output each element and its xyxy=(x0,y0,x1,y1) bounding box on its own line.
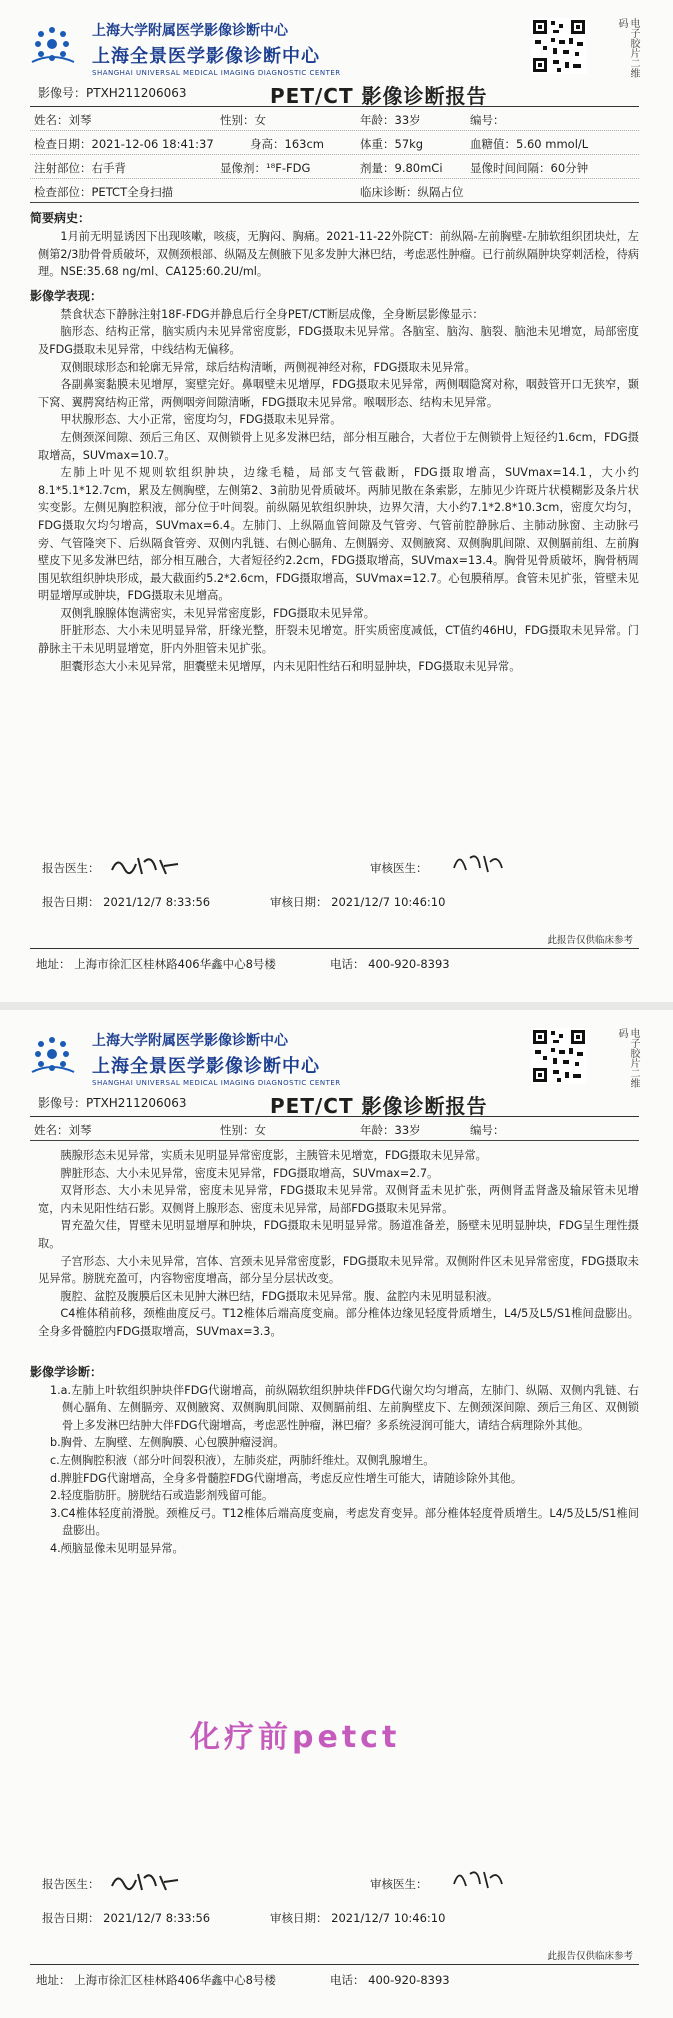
doctor-label: 报告医生： xyxy=(42,861,100,875)
patient-weight: 体重：57kg xyxy=(360,137,424,151)
imaging-interval: 显像时间间隔：60分钟 xyxy=(470,161,589,175)
finding-paragraph: 脑形态、结构正常，脑实质内未见异常密度影，FDG摄取未见异常。各脑室、脑沟、脑裂、脑池未见增宽，局部密度及FDG摄取未见异常，中线结构无偏移。 xyxy=(38,325,639,356)
image-number: 影像号：PTXH211206063 xyxy=(38,86,187,100)
patient-name: 姓名：刘琴 xyxy=(34,1123,92,1137)
dose: 剂量：9.80mCi xyxy=(360,161,443,175)
report-header xyxy=(30,1010,639,1088)
center-name-en: SHANGHAI UNIVERSAL MEDICAL IMAGING DIAGNOSTIC CENTER xyxy=(92,1079,341,1087)
university-name: 上海大学 xyxy=(92,1033,148,1049)
signature-block-1 xyxy=(30,852,639,932)
patient-info xyxy=(30,107,639,203)
info-row-1 xyxy=(30,1117,639,1140)
reviewer-label: 审核医生： xyxy=(370,861,428,875)
report-date: 报告日期： 2021/12/7 8:33:56 xyxy=(42,1911,211,1925)
footer-2-contact xyxy=(30,1966,639,2006)
patient-sex: 性别：女 xyxy=(220,1123,266,1137)
injection-site: 注射部位：右手背 xyxy=(34,161,126,175)
review-date: 审核日期： 2021/12/7 10:46:10 xyxy=(270,1911,446,1925)
impression-title: 影像学诊断： xyxy=(30,1364,103,1379)
footer-address: 地址： 上海市徐汇区桂林路406华鑫中心8号楼 xyxy=(36,957,276,971)
serial-number: 编号： xyxy=(470,113,505,127)
exam-date: 检查日期：2021-12-06 18:41:37 xyxy=(34,137,214,151)
university-sub: 附属医学影像诊断中心 xyxy=(148,23,288,39)
report-header xyxy=(30,0,639,78)
finding-paragraph: 双侧乳腺腺体饱满密实，未见异常密度影，FDG摄取未见异常。 xyxy=(60,606,375,620)
impression-list xyxy=(38,1382,639,1558)
qr-code-icon xyxy=(531,1028,587,1084)
title-row xyxy=(30,1088,639,1117)
footer-note: 此报告仅供临床参考 xyxy=(547,1951,633,1962)
patient-sex: 性别：女 xyxy=(220,113,266,127)
finding-paragraph: 脾脏形态、大小未见异常，密度未见异常，FDG摄取增高，SUVmax=2.7。 xyxy=(60,1166,439,1180)
impression-item: c.左侧胸腔积液（部分叶间裂积液），左肺炎症，两肺纤维灶。双侧乳腺增生。 xyxy=(50,1453,435,1467)
finding-paragraph: 各副鼻窦黏膜未见增厚，窦壁完好。鼻咽壁未见增厚，FDG摄取未见异常，两侧咽隐窝对称，咽鼓管开口无狭窄，颞下窝、翼腭窝结构正常，两侧咽旁间隙清晰，FDG摄取未见异常。喉咽形态、结构未见异常。 xyxy=(38,378,639,409)
clinical-diagnosis: 临床诊断：纵隔占位 xyxy=(360,185,464,199)
footer-phone: 电话： 400-920-8393 xyxy=(330,957,450,971)
image-number: 影像号：PTXH211206063 xyxy=(38,1096,187,1110)
info-row-2 xyxy=(30,131,639,155)
impression-item: 3.C4椎体轻度前滑脱。颈椎反弓。T12椎体后端高度变扁，考虑发育变异。部分椎体轻度骨质增生。L4/5及L5/S1椎间盘膨出。 xyxy=(50,1506,639,1538)
page-separator xyxy=(0,1002,673,1010)
university-name: 上海大学 xyxy=(92,23,148,39)
finding-paragraph: 胆囊形态大小未见异常，胆囊壁未见增厚，内未见阳性结石和明显肿块，FDG摄取未见异常。 xyxy=(60,659,521,673)
header-text xyxy=(92,20,341,77)
finding-paragraph: C4椎体稍前移，颈椎曲度反弓。T12椎体后端高度变扁。部分椎体边缘见轻度骨质增生，L4/5及L5/S1椎间盘膨出。全身多骨髓腔内FDG摄取增高，SUVmax=3.3。 xyxy=(38,1307,639,1338)
info-row-1 xyxy=(30,107,639,131)
findings-title: 影像学表现： xyxy=(30,288,103,303)
serial-number: 编号： xyxy=(470,1123,505,1137)
doctor-signature xyxy=(108,852,188,880)
history-text: 1月前无明显诱因下出现咳嗽，咳痰，无胸闷、胸痛。2021-11-22外院CT：前纵隔-左前胸壁-左肺软组织团块灶，左侧第2/3肋骨骨质破坏，双侧颈根部、纵隔及左侧腋下见多发肿大淋巴结，考虑恶性肿瘤。已行前纵隔肿块穿刺活检，待病理。NSE:35.68 ng/ml、CA125:60.2U/ml。 xyxy=(38,230,639,279)
impression-item: b.胸骨、左胸壁、左侧胸膜、心包膜肿瘤浸润。 xyxy=(50,1436,285,1450)
qr-label: 电子胶片二维码 xyxy=(616,18,639,78)
info-row-3 xyxy=(30,155,639,179)
impression-item: d.脾脏FDG代谢增高，全身多骨髓腔FDG代谢增高，考虑反应性增生可能大，请随诊除外其他。 xyxy=(50,1471,523,1485)
reviewer-signature xyxy=(448,848,508,878)
footer-note: 此报告仅供临床参考 xyxy=(547,935,633,946)
impression-item: 2.轻度脂肪肝。膀胱结石或造影剂残留可能。 xyxy=(50,1489,274,1503)
review-date: 审核日期： 2021/12/7 10:46:10 xyxy=(270,895,446,909)
handwritten-note: 化疗前petct xyxy=(190,1720,401,1755)
reviewer-label: 审核医生： xyxy=(370,1877,428,1891)
doctor-signature xyxy=(108,1868,188,1896)
doctor-label: 报告医生： xyxy=(42,1877,100,1891)
qr-code-icon xyxy=(531,18,587,74)
center-name-en: SHANGHAI UNIVERSAL MEDICAL IMAGING DIAGNOSTIC CENTER xyxy=(92,69,341,77)
report-title: PET/CT 影像诊断报告 xyxy=(270,84,488,108)
reviewer-signature xyxy=(448,1864,508,1894)
finding-paragraph: 左侧颈深间隙、颈后三角区、双侧锁骨上见多发淋巴结，部分相互融合，大者位于左侧锁骨上短径约1.6cm，FDG摄取增高，SUVmax=10.7。 xyxy=(38,430,639,462)
impression-item: 1.a.左肺上叶软组织肿块伴FDG代谢增高，前纵隔软组织肿块伴FDG代谢欠均匀增高，左肺门、纵隔、双侧内乳链、右侧心膈角、左侧膈旁、双侧腋窝、双侧胸肌间隙、双侧膈前组、左前胸壁皮下、左侧颈深间隙、颈后三角区、双侧锁骨上多发淋巴结肿大伴FDG代谢增高，考虑恶性肿瘤，淋巴瘤？多系统浸润可能大，请结合病理除外其他。 xyxy=(50,1383,639,1432)
finding-paragraph: 胃充盈欠佳，胃壁未见明显增厚和肿块，FDG摄取未见明显异常。肠道准备差，肠壁未见明显肿块，FDG呈生理性摄取。 xyxy=(38,1219,639,1250)
finding-paragraph: 肝脏形态、大小未见明显异常，肝缘光整，肝裂未见增宽。肝实质密度减低，CT值约46HU，FDG摄取未见异常。门静脉主干未见明显增宽，肝内外胆管未见扩张。 xyxy=(38,624,639,656)
finding-paragraph: 甲状腺形态、大小正常，密度均匀，FDG摄取未见异常。 xyxy=(60,413,342,427)
finding-paragraph: 子宫形态、大小未见异常，宫体、宫颈未见异常密度影，FDG摄取未见异常。双侧附件区未见异常密度，FDG摄取未见异常。膀胱充盈可，内容物密度增高，部分呈分层状改变。 xyxy=(38,1254,639,1286)
university-logo-icon xyxy=(30,1032,88,1076)
header-text xyxy=(92,1030,341,1087)
center-name: 上海全景医学影像诊断中心 xyxy=(92,1056,320,1077)
footer-1-contact xyxy=(30,950,639,990)
history-title: 简要病史： xyxy=(30,211,91,225)
finding-paragraph: 双侧眼球形态和轮廓无异常，球后结构清晰，两侧视神经对称，FDG摄取未见异常。 xyxy=(60,360,476,374)
finding-paragraph: 禁食状态下静脉注射18F-FDG并静息后行全身PET/CT断层成像，全身断层影像显示： xyxy=(60,307,484,321)
center-name: 上海全景医学影像诊断中心 xyxy=(92,46,320,67)
info-row-4 xyxy=(30,179,639,202)
footer-divider xyxy=(30,948,639,949)
finding-paragraph: 腹腔、盆腔及腹膜后区未见肿大淋巴结，FDG摄取未见异常。腹、盆腔内未见明显积液。 xyxy=(60,1289,499,1303)
university-logo-icon xyxy=(30,22,88,66)
report-title: PET/CT 影像诊断报告 xyxy=(270,1094,488,1118)
footer-divider xyxy=(30,1964,639,1965)
footer-phone: 电话： 400-920-8393 xyxy=(330,1973,450,1987)
report-page-2 xyxy=(0,1010,673,2018)
patient-age: 年龄：33岁 xyxy=(360,113,421,127)
university-line xyxy=(92,20,341,40)
blood-glucose: 血糖值：5.60 mmol/L xyxy=(470,137,589,151)
patient-name: 姓名：刘琴 xyxy=(34,113,92,127)
finding-paragraph: 左肺上叶见不规则软组织肿块，边缘毛糙，局部支气管截断，FDG摄取增高，SUVmax=14.1，大小约8.1*5.1*12.7cm，累及左侧胸壁，左侧第2、3前肋见骨质破坏。两肺见散在条索影，左肺见少许斑片状模糊影及条片状实变影。左侧见胸腔积液，部分位于叶间裂。前纵隔见软组织肿块，边界欠清，大小约7.1*2.8*10.3cm，密度欠均匀，FDG摄取欠均匀增高，SUVmax=6.4。左肺门、上纵隔血管间隙及气管旁、气管前腔静脉后、主肺动脉窗、主动脉弓旁、气管隆突下、后纵隔食管旁、双侧内乳链、右侧心膈角、左侧膈旁、双侧腋窝、双侧胸肌间隙、双侧膈前组、左前胸壁皮下见多发淋巴结，部分相互融合，大者短径约2.2cm，FDG摄取增高，SUVmax=13.4。胸骨见骨质破坏，胸骨柄周围见软组织肿块形成，最大截面约5.2*2.6cm，FDG摄取增高，SUVmax=12.7。心包膜稍厚。食管未见扩张，管壁未见明显增厚或肿块，FDG摄取未见增高。 xyxy=(38,466,639,603)
footer-address: 地址： 上海市徐汇区桂林路406华鑫中心8号楼 xyxy=(36,1973,276,1987)
finding-paragraph: 双肾形态、大小未见异常，密度未见异常，FDG摄取未见异常。双侧肾盂未见扩张，两侧肾盂肾盏及输尿管未见增宽，内未见阳性结石影。双侧肾上腺形态、密度未见异常，局部FDG摄取未见异常。 xyxy=(38,1184,639,1215)
exam-item: 检查部位：PETCT全身扫描 xyxy=(34,185,174,199)
finding-paragraph: 胰腺形态未见异常，实质未见明显异常密度影，主胰管未见增宽，FDG摄取未见异常。 xyxy=(60,1149,487,1162)
tracer: 显像剂：¹⁸F-FDG xyxy=(220,161,311,175)
university-line xyxy=(92,1030,341,1050)
qr-label: 电子胶片二维码 xyxy=(616,1028,639,1088)
university-sub: 附属医学影像诊断中心 xyxy=(148,1033,288,1049)
report-date: 报告日期： 2021/12/7 8:33:56 xyxy=(42,895,211,909)
patient-age: 年龄：33岁 xyxy=(360,1123,421,1137)
patient-info xyxy=(30,1117,639,1141)
signature-block-2 xyxy=(30,1868,639,1948)
title-row xyxy=(30,78,639,107)
patient-height: 身高：163cm xyxy=(250,137,324,151)
impression-item: 4.颅脑显像未见明显异常。 xyxy=(50,1541,184,1555)
